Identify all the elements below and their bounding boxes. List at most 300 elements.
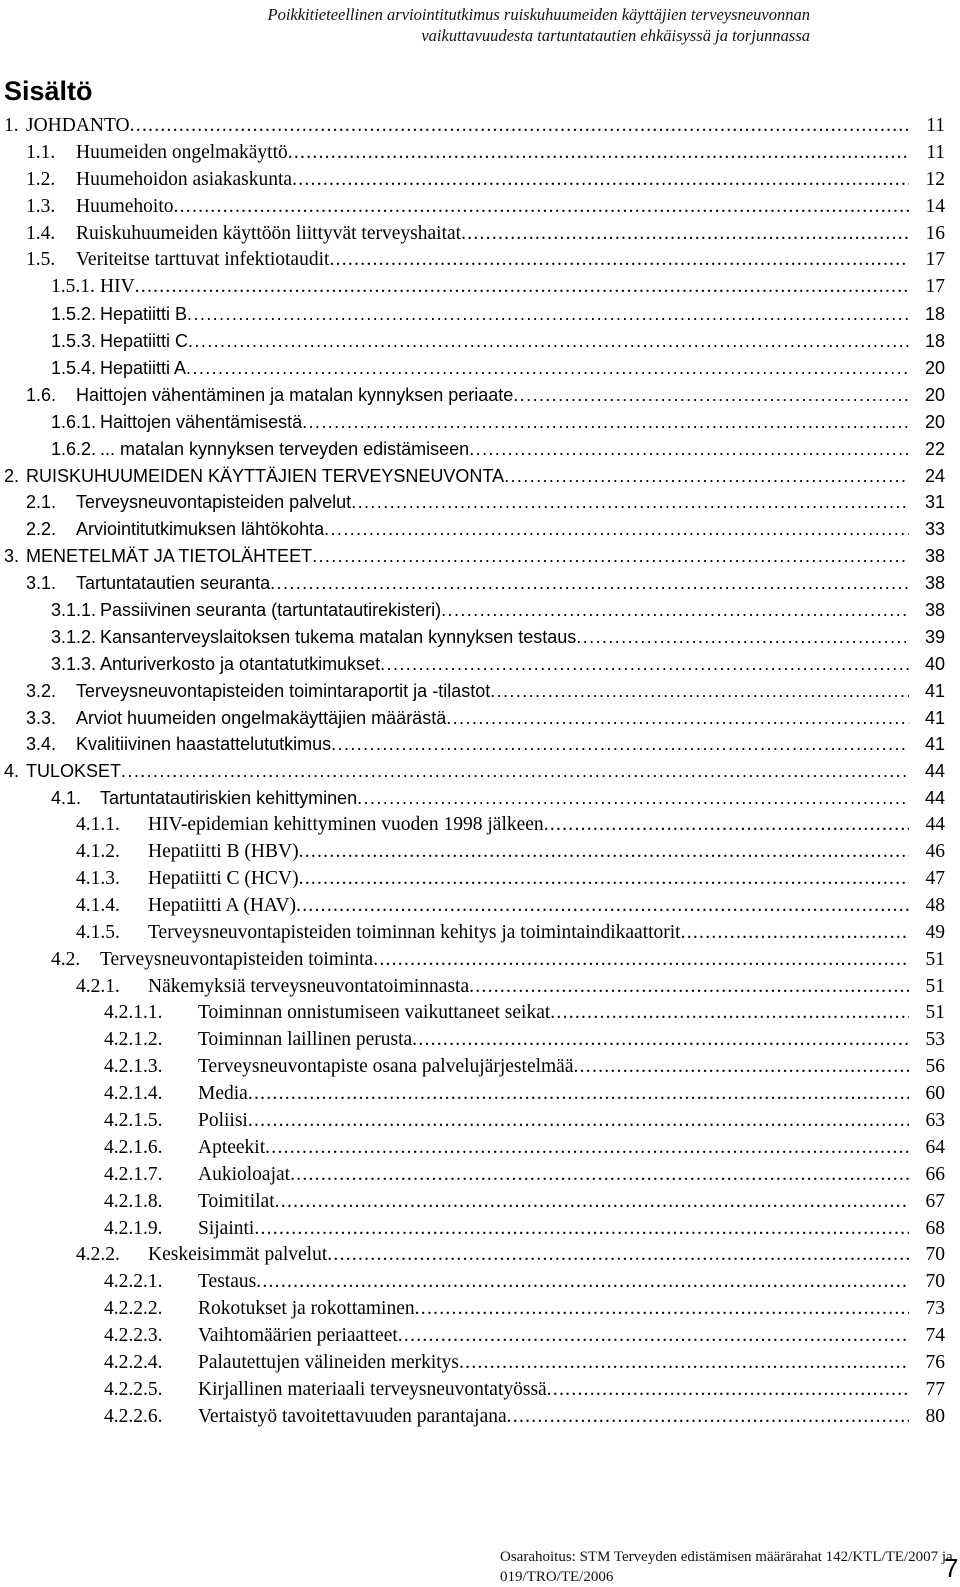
dot-leader bbox=[351, 489, 909, 516]
dot-leader bbox=[398, 1323, 909, 1350]
toc-entry[interactable] bbox=[0, 1108, 945, 1135]
toc-entry-title: Terveysneuvontapisteiden toiminta bbox=[100, 948, 374, 970]
toc-entry-page: 11 bbox=[926, 141, 945, 163]
toc-entry-label-line bbox=[26, 543, 909, 570]
toc-entry-page: 53 bbox=[925, 1029, 945, 1051]
page-title: Sisältö bbox=[4, 76, 93, 106]
dot-leader bbox=[412, 1027, 909, 1054]
toc-entry-page: 70 bbox=[925, 1271, 945, 1293]
toc-entry-title: Vertaistyö tavoitettavuuden parantajana bbox=[198, 1405, 507, 1427]
toc-entry-page: 17 bbox=[925, 276, 945, 298]
toc-entry-page: 18 bbox=[924, 304, 945, 325]
toc-entry-number: 3.2. bbox=[26, 680, 57, 701]
toc-entry-number: 1.5.4. bbox=[51, 358, 97, 379]
toc-entry-number: 4.1.2. bbox=[76, 841, 120, 863]
toc-entry-number: 4.2. bbox=[51, 948, 81, 970]
toc-entry-label-line bbox=[76, 705, 909, 732]
toc-entry-number: 1. bbox=[4, 115, 19, 136]
dot-leader bbox=[299, 839, 909, 866]
toc-entry-label-line bbox=[26, 463, 909, 490]
toc-entry-page: 60 bbox=[925, 1083, 945, 1105]
toc-entry[interactable] bbox=[0, 839, 945, 866]
toc-entry-page: 11 bbox=[926, 115, 945, 136]
toc-entry-label-line bbox=[198, 1377, 909, 1404]
toc-entry-label-line bbox=[198, 1162, 909, 1189]
running-header-line-2: vaikuttavuudesta tartuntatautien ehkäisyssä ja torjunnassa bbox=[421, 26, 810, 45]
toc-entry[interactable] bbox=[0, 489, 945, 516]
toc-entry[interactable] bbox=[0, 1081, 945, 1108]
toc-entry-number: 4.2.1.4. bbox=[104, 1083, 163, 1105]
toc-entry-page: 77 bbox=[925, 1378, 945, 1400]
toc-entry[interactable] bbox=[0, 624, 945, 651]
toc-entry-label-line bbox=[100, 328, 909, 355]
toc-entry-page: 73 bbox=[925, 1298, 945, 1320]
dot-leader bbox=[188, 328, 909, 355]
toc-entry-page: 44 bbox=[924, 788, 945, 809]
toc-entry-number: 4. bbox=[4, 761, 20, 782]
dot-leader bbox=[373, 947, 909, 974]
dot-leader bbox=[288, 140, 909, 167]
toc-entry-page: 56 bbox=[925, 1056, 945, 1078]
toc-entry[interactable] bbox=[0, 947, 945, 974]
toc-entry-label-line bbox=[198, 1269, 909, 1296]
toc-entry-number: 1.3. bbox=[26, 195, 56, 217]
toc-entry[interactable] bbox=[0, 355, 945, 382]
dot-leader bbox=[256, 1269, 909, 1296]
toc-entry-number: 4.2.1.7. bbox=[104, 1163, 163, 1185]
toc-entry-number: 4.2.2.2. bbox=[104, 1298, 163, 1320]
toc-entry-label-line bbox=[148, 920, 909, 947]
toc-entry-number: 1.5.1. bbox=[51, 276, 95, 298]
toc-entry[interactable] bbox=[0, 1323, 945, 1350]
toc-entry-title: Näkemyksiä terveysneuvontatoiminnasta bbox=[148, 975, 470, 997]
toc-entry-label-line bbox=[198, 1081, 909, 1108]
toc-entry-page: 18 bbox=[924, 331, 945, 352]
toc-entry-label-line bbox=[100, 301, 909, 328]
toc-entry[interactable] bbox=[0, 1269, 945, 1296]
toc-entry-page: 31 bbox=[924, 492, 945, 513]
toc-entry[interactable] bbox=[0, 1000, 945, 1027]
toc-entry-number: 2. bbox=[4, 465, 20, 486]
toc-entry[interactable] bbox=[0, 382, 945, 409]
toc-entry-label-line bbox=[198, 1108, 909, 1135]
toc-entry-label-line bbox=[26, 758, 909, 785]
toc-entry-number: 4.1.4. bbox=[76, 894, 120, 916]
toc-entry-number: 4.1.3. bbox=[76, 867, 120, 889]
toc-entry-title: Terveysneuvontapisteiden toimintaraportit ja -tilastot bbox=[76, 680, 491, 701]
dot-leader bbox=[380, 651, 909, 678]
toc-entry-title: Hepatiitti B bbox=[100, 304, 188, 325]
dot-leader bbox=[441, 597, 909, 624]
toc-entry[interactable] bbox=[0, 409, 945, 436]
dot-leader bbox=[576, 624, 909, 651]
toc-entry[interactable] bbox=[0, 974, 945, 1001]
toc-entry-number: 4.2.1.6. bbox=[104, 1136, 163, 1158]
toc-entry-number: 1.5. bbox=[26, 249, 56, 271]
toc-entry-title: Testaus bbox=[198, 1271, 257, 1293]
toc-entry[interactable] bbox=[0, 785, 945, 812]
toc-entry[interactable] bbox=[0, 543, 945, 570]
toc-entry-title: Huumehoito bbox=[76, 195, 174, 217]
dot-leader bbox=[327, 1242, 909, 1269]
toc-entry-number: 3. bbox=[4, 546, 20, 567]
toc-entry-page: 40 bbox=[924, 653, 945, 674]
toc-entry-page: 51 bbox=[925, 975, 945, 997]
dot-leader bbox=[513, 382, 909, 409]
toc-entry-title: Arviointitutkimuksen lähtökohta bbox=[76, 519, 325, 540]
toc-entry-title: ... matalan kynnyksen terveyden edistämiseen bbox=[100, 438, 470, 459]
toc-entry-title: Veriteitse tarttuvat infektiotaudit bbox=[76, 249, 330, 271]
toc-entry-label-line bbox=[76, 678, 909, 705]
toc-entry-title: Toiminnan onnistumiseen vaikuttaneet seikat bbox=[198, 1002, 551, 1024]
toc-entry-number: 4.1.1. bbox=[76, 814, 120, 836]
toc-entry[interactable] bbox=[0, 678, 945, 705]
toc-entry-number: 3.1.1. bbox=[51, 600, 97, 621]
toc-entry-page: 12 bbox=[925, 168, 945, 190]
toc-entry-label-line bbox=[198, 1404, 909, 1431]
toc-entry[interactable] bbox=[0, 1216, 945, 1243]
toc-entry[interactable] bbox=[0, 893, 945, 920]
toc-entry[interactable] bbox=[0, 301, 945, 328]
toc-entry-title: Kvalitiivinen haastattelututkimus bbox=[76, 734, 332, 755]
toc-entry-label-line bbox=[100, 436, 909, 463]
toc-entry-page: 47 bbox=[925, 867, 945, 889]
toc-entry-page: 24 bbox=[924, 465, 945, 486]
toc-entry-label-line bbox=[100, 409, 909, 436]
toc-entry[interactable] bbox=[0, 516, 945, 543]
toc-entry-title: Hepatiitti B (HBV) bbox=[148, 841, 299, 863]
toc-entry-label-line bbox=[198, 1135, 909, 1162]
toc-entry-label-line bbox=[198, 1027, 909, 1054]
toc-entry-label-line bbox=[148, 893, 909, 920]
toc-entry-label-line bbox=[198, 1296, 909, 1323]
dot-leader bbox=[547, 1377, 909, 1404]
toc-entry-title: Hepatiitti C (HCV) bbox=[148, 867, 299, 889]
dot-leader bbox=[574, 1054, 910, 1081]
toc-entry-label-line bbox=[100, 597, 909, 624]
toc-entry[interactable] bbox=[0, 1377, 945, 1404]
dot-leader bbox=[331, 731, 909, 758]
toc-entry[interactable] bbox=[0, 328, 945, 355]
toc-entry-number: 4.2.2.6. bbox=[104, 1405, 163, 1427]
toc-entry-label-line bbox=[100, 651, 909, 678]
toc-entry-number: 4.2.1. bbox=[76, 975, 120, 997]
toc-entry-title: Hepatiitti A bbox=[100, 358, 187, 379]
toc-entry-page: 44 bbox=[924, 761, 945, 782]
dot-leader bbox=[265, 1135, 909, 1162]
toc-entry[interactable] bbox=[0, 1054, 945, 1081]
toc-entry-page: 41 bbox=[924, 707, 945, 728]
toc-entry-label-line bbox=[76, 221, 909, 248]
dot-leader bbox=[544, 812, 909, 839]
toc-entry[interactable] bbox=[0, 436, 945, 463]
toc-entry-title: Sijainti bbox=[198, 1217, 255, 1239]
toc-entry[interactable] bbox=[0, 194, 945, 221]
dot-leader bbox=[296, 893, 909, 920]
running-header bbox=[267, 4, 810, 46]
dot-leader bbox=[357, 785, 909, 812]
toc-entry-page: 68 bbox=[925, 1217, 945, 1239]
toc-entry-title: Hepatiitti C bbox=[100, 331, 189, 352]
dot-leader bbox=[186, 355, 909, 382]
toc-entry-label-line bbox=[76, 382, 909, 409]
toc-entry-number: 4.1.5. bbox=[76, 921, 120, 943]
toc-entry-number: 1.5.2. bbox=[51, 304, 97, 325]
toc-entry[interactable] bbox=[0, 1242, 945, 1269]
toc-entry[interactable] bbox=[0, 758, 945, 785]
toc-entry-label-line bbox=[148, 1242, 909, 1269]
toc-entry-number: 4.2.1.3. bbox=[104, 1056, 163, 1078]
toc-entry-label-line bbox=[148, 839, 909, 866]
toc-entry[interactable] bbox=[0, 866, 945, 893]
toc-entry-label-line bbox=[76, 731, 909, 758]
toc-entry-page: 20 bbox=[924, 411, 945, 432]
toc-entry-label-line bbox=[76, 247, 909, 274]
funding-footer: Osarahoitus: STM Terveyden edistämisen määrärahat 142/KTL/TE/2007 ja 019/TRO/TE/2006 bbox=[500, 1549, 953, 1585]
toc-entry-label-line bbox=[148, 812, 909, 839]
toc-entry-page: 64 bbox=[925, 1136, 945, 1158]
toc-entry-number: 4.2.1.1. bbox=[104, 1002, 163, 1024]
toc-entry-title: Toiminnan laillinen perusta bbox=[198, 1029, 413, 1051]
toc-entry-label-line bbox=[100, 274, 909, 301]
toc-entry[interactable] bbox=[0, 705, 945, 732]
toc-entry-title: Ruiskuhuumeiden käyttöön liittyvät terveyshaitat bbox=[76, 222, 462, 244]
toc-entry-page: 38 bbox=[924, 546, 945, 567]
toc-entry-label-line bbox=[100, 355, 909, 382]
dot-leader bbox=[681, 920, 909, 947]
toc-entry[interactable] bbox=[0, 1027, 945, 1054]
toc-entry[interactable] bbox=[0, 1296, 945, 1323]
toc-entry-page: 33 bbox=[924, 519, 945, 540]
dot-leader bbox=[270, 570, 909, 597]
toc-entry-title: Vaihtomäärien periaatteet bbox=[198, 1325, 398, 1347]
toc-entry-title: Huumehoidon asiakaskunta bbox=[76, 168, 293, 190]
dot-leader bbox=[312, 543, 909, 570]
running-header-line-1: Poikkitieteellinen arviointitutkimus ruiskuhuumeiden käyttäjien terveysneuvonnan bbox=[267, 5, 810, 24]
toc-entry[interactable] bbox=[0, 597, 945, 624]
dot-leader bbox=[135, 274, 909, 301]
toc-entry-label-line bbox=[198, 1189, 909, 1216]
dot-leader bbox=[302, 409, 909, 436]
toc-entry-number: 4.2.1.9. bbox=[104, 1217, 163, 1239]
toc-entry-number: 3.1.3. bbox=[51, 653, 97, 674]
dot-leader bbox=[461, 221, 909, 248]
dot-leader bbox=[469, 974, 909, 1001]
toc-entry[interactable] bbox=[0, 463, 945, 490]
toc-entry[interactable] bbox=[0, 1135, 945, 1162]
toc-entry-label-line bbox=[198, 1216, 909, 1243]
toc-entry-number: 2.2. bbox=[26, 519, 57, 540]
toc-entry[interactable] bbox=[0, 274, 945, 301]
toc-entry-label-line bbox=[76, 489, 909, 516]
toc-entry-number: 4.2.1.5. bbox=[104, 1109, 163, 1131]
toc-entry-title: Rokotukset ja rokottaminen bbox=[198, 1298, 415, 1320]
toc-entry[interactable] bbox=[0, 1162, 945, 1189]
toc-entry[interactable] bbox=[0, 221, 945, 248]
toc-entry-label-line bbox=[198, 1323, 909, 1350]
toc-entry-number: 3.4. bbox=[26, 734, 57, 755]
toc-entry-page: 76 bbox=[925, 1351, 945, 1373]
dot-leader bbox=[290, 1162, 909, 1189]
toc-entry-label-line bbox=[76, 570, 909, 597]
toc-entry-title: Terveysneuvontapiste osana palvelujärjestelmää bbox=[198, 1056, 574, 1078]
toc-entry-title: Keskeisimmät palvelut bbox=[148, 1244, 328, 1266]
toc-entry-title: HIV bbox=[100, 276, 135, 298]
toc-entry[interactable] bbox=[0, 570, 945, 597]
toc-entry[interactable] bbox=[0, 1350, 945, 1377]
toc-entry[interactable] bbox=[0, 651, 945, 678]
toc-entry-number: 3.1. bbox=[26, 573, 57, 594]
toc-entry-page: 74 bbox=[925, 1325, 945, 1347]
toc-entry[interactable] bbox=[0, 920, 945, 947]
toc-entry-page: 20 bbox=[924, 384, 945, 405]
toc-entry-label-line bbox=[198, 1000, 909, 1027]
toc-entry[interactable] bbox=[0, 731, 945, 758]
toc-entry-number: 1.6.2. bbox=[51, 438, 97, 459]
page-number: 7 bbox=[944, 1553, 959, 1583]
toc-entry-page: 67 bbox=[925, 1190, 945, 1212]
toc-entry-title: Kansanterveyslaitoksen tukema matalan kynnyksen testaus bbox=[100, 626, 577, 647]
toc-entry-number: 4.2.2.5. bbox=[104, 1378, 163, 1400]
toc-entry-title: Haittojen vähentämisestä bbox=[100, 411, 303, 432]
toc-entry-number: 2.1. bbox=[26, 492, 57, 513]
toc-entry-title: Kirjallinen materiaali terveysneuvontatyössä bbox=[198, 1378, 547, 1400]
toc-entry-number: 4.2.1.2. bbox=[104, 1029, 163, 1051]
toc-entry-page: 80 bbox=[925, 1405, 945, 1427]
dot-leader bbox=[550, 1000, 909, 1027]
toc-entry-page: 41 bbox=[924, 680, 945, 701]
toc-entry-page: 63 bbox=[925, 1109, 945, 1131]
toc-entry-title: Aukioloajat bbox=[198, 1163, 291, 1185]
toc-entry-label-line bbox=[148, 974, 909, 1001]
toc-entry-number: 1.2. bbox=[26, 168, 56, 190]
toc-entry-page: 17 bbox=[925, 249, 945, 271]
toc-entry-page: 16 bbox=[925, 222, 945, 244]
toc-entry-title: Anturiverkosto ja otantatutkimukset bbox=[100, 653, 381, 674]
toc-entry-page: 20 bbox=[924, 358, 945, 379]
toc-entry-title: Terveysneuvontapisteiden toiminnan kehitys ja toimintaindikaattorit bbox=[148, 921, 681, 943]
toc-entry-page: 38 bbox=[924, 600, 945, 621]
toc-entry-title: Toimitilat bbox=[198, 1190, 275, 1212]
dot-leader bbox=[248, 1108, 909, 1135]
dot-leader bbox=[254, 1216, 909, 1243]
table-of-contents bbox=[0, 113, 945, 1431]
dot-leader bbox=[324, 516, 909, 543]
toc-entry-number: 3.3. bbox=[26, 707, 57, 728]
toc-entry-label-line bbox=[100, 785, 909, 812]
toc-entry[interactable] bbox=[0, 167, 945, 194]
toc-entry-label-line bbox=[198, 1350, 909, 1377]
toc-entry-title: Palautettujen välineiden merkitys bbox=[198, 1351, 460, 1373]
toc-entry-title: RUISKUHUUMEIDEN KÄYTTÄJIEN TERVEYSNEUVONTA bbox=[26, 465, 505, 486]
toc-entry-page: 51 bbox=[925, 1002, 945, 1024]
toc-entry-number: 4.2.2. bbox=[76, 1244, 120, 1266]
dot-leader bbox=[469, 436, 909, 463]
toc-entry-label-line bbox=[100, 947, 909, 974]
toc-entry-number: 4.2.1.8. bbox=[104, 1190, 163, 1212]
toc-entry-page: 22 bbox=[924, 438, 945, 459]
toc-entry-label-line bbox=[148, 866, 909, 893]
toc-entry-number: 1.6. bbox=[26, 384, 57, 405]
toc-entry[interactable] bbox=[0, 812, 945, 839]
toc-entry[interactable] bbox=[0, 1189, 945, 1216]
toc-entry-title: Terveysneuvontapisteiden palvelut bbox=[76, 492, 352, 513]
dot-leader bbox=[130, 113, 909, 140]
dot-leader bbox=[248, 1081, 909, 1108]
toc-entry-page: 51 bbox=[925, 948, 945, 970]
toc-entry-number: 4.1. bbox=[51, 788, 82, 809]
toc-entry-page: 41 bbox=[924, 734, 945, 755]
toc-entry-title: Tartuntatautien seuranta bbox=[76, 573, 271, 594]
toc-entry-title: Poliisi bbox=[198, 1109, 248, 1131]
toc-entry-page: 38 bbox=[924, 573, 945, 594]
dot-leader bbox=[121, 758, 909, 785]
toc-entry-page: 48 bbox=[925, 894, 945, 916]
toc-entry-label-line bbox=[76, 140, 909, 167]
toc-entry-title: TULOKSET bbox=[26, 761, 122, 782]
toc-entry-page: 44 bbox=[925, 814, 945, 836]
toc-entry[interactable] bbox=[0, 140, 945, 167]
toc-entry-title: Passiivinen seuranta (tartuntatautirekisteri) bbox=[100, 600, 442, 621]
toc-entry-title: Haittojen vähentäminen ja matalan kynnyksen periaate bbox=[76, 384, 514, 405]
toc-entry-title: JOHDANTO bbox=[26, 115, 130, 136]
toc-entry-title: HIV-epidemian kehittyminen vuoden 1998 jälkeen bbox=[148, 814, 544, 836]
toc-entry-title: Media bbox=[198, 1083, 248, 1105]
toc-entry-title: Hepatiitti A (HAV) bbox=[148, 894, 297, 916]
dot-leader bbox=[446, 705, 909, 732]
toc-entry-number: 4.2.2.1. bbox=[104, 1271, 163, 1293]
dot-leader bbox=[504, 463, 909, 490]
toc-entry-title: Huumeiden ongelmakäyttö bbox=[76, 141, 288, 163]
toc-entry-page: 46 bbox=[925, 841, 945, 863]
toc-entry-number: 1.4. bbox=[26, 222, 56, 244]
toc-entry-page: 70 bbox=[925, 1244, 945, 1266]
dot-leader bbox=[459, 1350, 909, 1377]
toc-entry-page: 14 bbox=[925, 195, 945, 217]
dot-leader bbox=[187, 301, 909, 328]
dot-leader bbox=[507, 1404, 909, 1431]
toc-entry-page: 39 bbox=[924, 626, 945, 647]
toc-entry-number: 4.2.2.4. bbox=[104, 1351, 163, 1373]
toc-entry-title: MENETELMÄT JA TIETOLÄHTEET bbox=[26, 546, 313, 567]
toc-entry-number: 1.5.3. bbox=[51, 331, 97, 352]
toc-entry-title: Tartuntatautiriskien kehittyminen bbox=[100, 788, 358, 809]
toc-entry-title: Apteekit bbox=[198, 1136, 266, 1158]
toc-entry-number: 4.2.2.3. bbox=[104, 1325, 163, 1347]
toc-entry[interactable] bbox=[0, 113, 945, 140]
toc-entry-label-line bbox=[76, 167, 909, 194]
toc-entry[interactable] bbox=[0, 1404, 945, 1431]
toc-entry-label-line bbox=[26, 113, 909, 140]
toc-entry[interactable] bbox=[0, 247, 945, 274]
toc-entry-title: Arviot huumeiden ongelmakäyttäjien määrästä bbox=[76, 707, 447, 728]
toc-entry-number: 3.1.2. bbox=[51, 626, 97, 647]
toc-entry-page: 66 bbox=[925, 1163, 945, 1185]
dot-leader bbox=[490, 678, 909, 705]
dot-leader bbox=[415, 1296, 909, 1323]
dot-leader bbox=[329, 247, 909, 274]
toc-entry-number: 1.1. bbox=[26, 141, 56, 163]
dot-leader bbox=[174, 194, 910, 221]
toc-entry-label-line bbox=[76, 194, 909, 221]
toc-entry-label-line bbox=[100, 624, 909, 651]
dot-leader bbox=[299, 866, 909, 893]
dot-leader bbox=[275, 1189, 909, 1216]
toc-entry-number: 1.6.1. bbox=[51, 411, 97, 432]
toc-entry-label-line bbox=[76, 516, 909, 543]
dot-leader bbox=[292, 167, 909, 194]
toc-entry-page: 49 bbox=[925, 921, 945, 943]
